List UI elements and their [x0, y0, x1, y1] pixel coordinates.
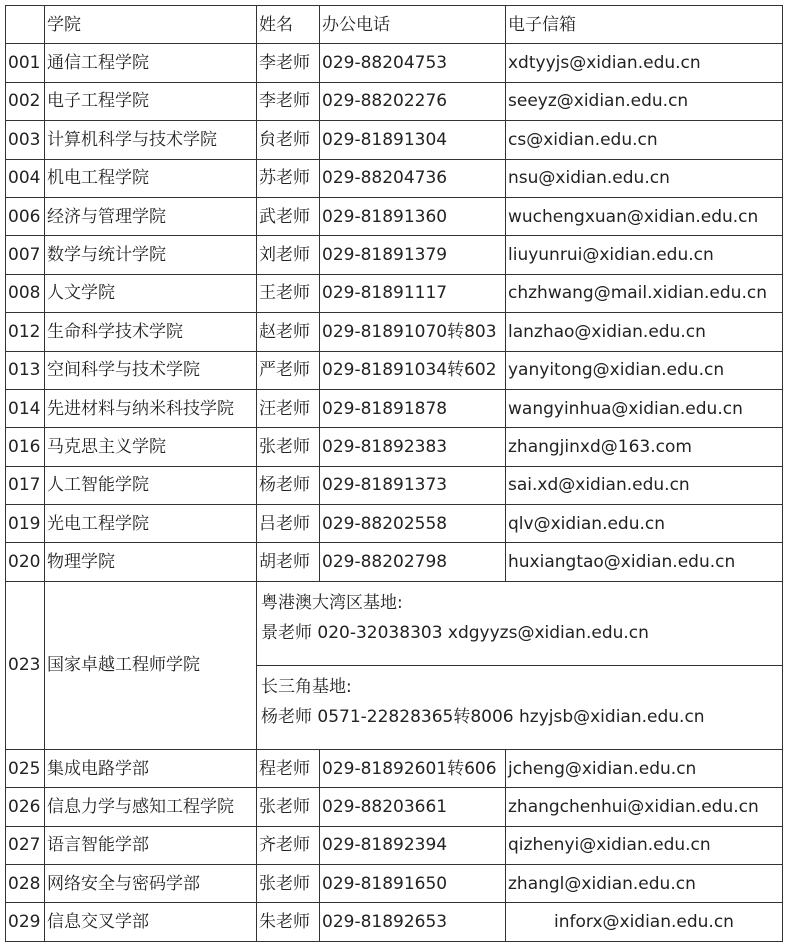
- college-cell: 计算机科学与技术学院: [45, 121, 257, 159]
- college-cell: 机电工程学院: [45, 159, 257, 197]
- code-cell: 028: [6, 865, 45, 903]
- email-cell: yanyitong@xidian.edu.cn: [506, 351, 783, 389]
- phone-cell: 029-81891034转602: [320, 351, 506, 389]
- name-cell: 贠老师: [257, 121, 320, 159]
- code-cell: 017: [6, 466, 45, 504]
- college-cell: 信息力学与感知工程学院: [45, 788, 257, 826]
- table-row-special: [6, 581, 783, 665]
- base-cell-yrd: [257, 665, 783, 749]
- header-code: [6, 6, 45, 44]
- phone-cell: 029-81891304: [320, 121, 506, 159]
- email-cell: zhangl@xidian.edu.cn: [506, 865, 783, 903]
- email-cell: cs@xidian.edu.cn: [506, 121, 783, 159]
- phone-cell: 029-88204753: [320, 44, 506, 82]
- name-cell: 李老师: [257, 82, 320, 120]
- table-row: [6, 749, 783, 787]
- college-cell: 经济与管理学院: [45, 197, 257, 235]
- college-cell: 光电工程学院: [45, 505, 257, 543]
- code-cell: 008: [6, 274, 45, 312]
- base-contact: 景老师 020-32038303 xdgyyzs@xidian.edu.cn: [261, 622, 649, 643]
- name-cell: 赵老师: [257, 313, 320, 351]
- college-cell: 生命科学技术学院: [45, 313, 257, 351]
- name-cell: 张老师: [257, 428, 320, 466]
- code-cell: 027: [6, 826, 45, 864]
- table-row: [6, 543, 783, 581]
- phone-cell: 029-81892383: [320, 428, 506, 466]
- email-cell: zhangjinxd@163.com: [506, 428, 783, 466]
- table-row: [6, 389, 783, 427]
- name-cell: 苏老师: [257, 159, 320, 197]
- name-cell: 王老师: [257, 274, 320, 312]
- email-cell: sai.xd@xidian.edu.cn: [506, 466, 783, 504]
- college-cell: 马克思主义学院: [45, 428, 257, 466]
- base-contact: 杨老师 0571-22828365转8006 hzyjsb@xidian.edu.cn: [261, 706, 705, 727]
- email-cell: jcheng@xidian.edu.cn: [506, 749, 783, 787]
- email-cell: xdtyyjs@xidian.edu.cn: [506, 44, 783, 82]
- email-cell: seeyz@xidian.edu.cn: [506, 82, 783, 120]
- base-title: 粤港澳大湾区基地:: [261, 592, 403, 613]
- name-cell: 汪老师: [257, 389, 320, 427]
- phone-cell: 029-81892394: [320, 826, 506, 864]
- college-cell: 人文学院: [45, 274, 257, 312]
- name-cell: 李老师: [257, 44, 320, 82]
- phone-cell: 029-88202276: [320, 82, 506, 120]
- college-cell: 集成电路学部: [45, 749, 257, 787]
- phone-cell: 029-81891360: [320, 197, 506, 235]
- email-cell: huxiangtao@xidian.edu.cn: [506, 543, 783, 581]
- name-cell: 朱老师: [257, 903, 320, 941]
- table-row: [6, 121, 783, 159]
- contact-table: [5, 5, 783, 942]
- code-cell: 029: [6, 903, 45, 941]
- code-cell: 014: [6, 389, 45, 427]
- code-cell: 006: [6, 197, 45, 235]
- college-cell: 国家卓越工程师学院: [45, 581, 257, 749]
- email-cell: qlv@xidian.edu.cn: [506, 505, 783, 543]
- table-row: [6, 197, 783, 235]
- table-row: [6, 826, 783, 864]
- base-cell-gba: [257, 581, 783, 665]
- phone-cell: 029-81891379: [320, 236, 506, 274]
- phone-cell: 029-81891878: [320, 389, 506, 427]
- name-cell: 刘老师: [257, 236, 320, 274]
- table-row: [6, 505, 783, 543]
- phone-cell: 029-88202798: [320, 543, 506, 581]
- header-row: [6, 6, 783, 44]
- code-cell: 016: [6, 428, 45, 466]
- table-row: [6, 159, 783, 197]
- college-cell: 通信工程学院: [45, 44, 257, 82]
- header-college: 学院: [45, 6, 257, 44]
- contact-table-body: [6, 6, 783, 942]
- college-cell: 物理学院: [45, 543, 257, 581]
- table-row: [6, 82, 783, 120]
- code-cell: 019: [6, 505, 45, 543]
- phone-cell: 029-88203661: [320, 788, 506, 826]
- name-cell: 齐老师: [257, 826, 320, 864]
- table-row: [6, 788, 783, 826]
- table-row: [6, 865, 783, 903]
- table-row: [6, 236, 783, 274]
- phone-cell: 029-81891117: [320, 274, 506, 312]
- code-cell: 001: [6, 44, 45, 82]
- phone-cell: 029-81892653: [320, 903, 506, 941]
- code-cell: 003: [6, 121, 45, 159]
- name-cell: 程老师: [257, 749, 320, 787]
- email-cell: zhangchenhui@xidian.edu.cn: [506, 788, 783, 826]
- code-cell: 007: [6, 236, 45, 274]
- name-cell: 吕老师: [257, 505, 320, 543]
- name-cell: 杨老师: [257, 466, 320, 504]
- base-title: 长三角基地:: [261, 676, 352, 697]
- name-cell: 张老师: [257, 788, 320, 826]
- college-cell: 先进材料与纳米科技学院: [45, 389, 257, 427]
- name-cell: 张老师: [257, 865, 320, 903]
- email-cell: inforx@xidian.edu.cn: [506, 903, 783, 941]
- email-cell: lanzhao@xidian.edu.cn: [506, 313, 783, 351]
- email-cell: nsu@xidian.edu.cn: [506, 159, 783, 197]
- college-cell: 信息交叉学部: [45, 903, 257, 941]
- code-cell: 002: [6, 82, 45, 120]
- phone-cell: 029-88204736: [320, 159, 506, 197]
- college-cell: 电子工程学院: [45, 82, 257, 120]
- code-cell: 023: [6, 581, 45, 749]
- phone-cell: 029-81891650: [320, 865, 506, 903]
- table-row: [6, 313, 783, 351]
- code-cell: 012: [6, 313, 45, 351]
- college-cell: 网络安全与密码学部: [45, 865, 257, 903]
- phone-cell: 029-88202558: [320, 505, 506, 543]
- name-cell: 武老师: [257, 197, 320, 235]
- phone-cell: 029-81891373: [320, 466, 506, 504]
- code-cell: 020: [6, 543, 45, 581]
- code-cell: 025: [6, 749, 45, 787]
- email-cell: chzhwang@mail.xidian.edu.cn: [506, 274, 783, 312]
- header-email: 电子信箱: [506, 6, 783, 44]
- table-row: [6, 466, 783, 504]
- college-cell: 数学与统计学院: [45, 236, 257, 274]
- phone-cell: 029-81891070转803: [320, 313, 506, 351]
- email-cell: liuyunrui@xidian.edu.cn: [506, 236, 783, 274]
- table-row: [6, 274, 783, 312]
- table-row: [6, 351, 783, 389]
- table-row: [6, 428, 783, 466]
- phone-cell: 029-81892601转606: [320, 749, 506, 787]
- email-cell: wuchengxuan@xidian.edu.cn: [506, 197, 783, 235]
- header-phone: 办公电话: [320, 6, 506, 44]
- email-cell: qizhenyi@xidian.edu.cn: [506, 826, 783, 864]
- college-cell: 人工智能学院: [45, 466, 257, 504]
- code-cell: 013: [6, 351, 45, 389]
- college-cell: 空间科学与技术学院: [45, 351, 257, 389]
- table-row: [6, 44, 783, 82]
- code-cell: 004: [6, 159, 45, 197]
- name-cell: 胡老师: [257, 543, 320, 581]
- email-cell: wangyinhua@xidian.edu.cn: [506, 389, 783, 427]
- college-cell: 语言智能学部: [45, 826, 257, 864]
- code-cell: 026: [6, 788, 45, 826]
- header-name: 姓名: [257, 6, 320, 44]
- name-cell: 严老师: [257, 351, 320, 389]
- table-row: [6, 903, 783, 941]
